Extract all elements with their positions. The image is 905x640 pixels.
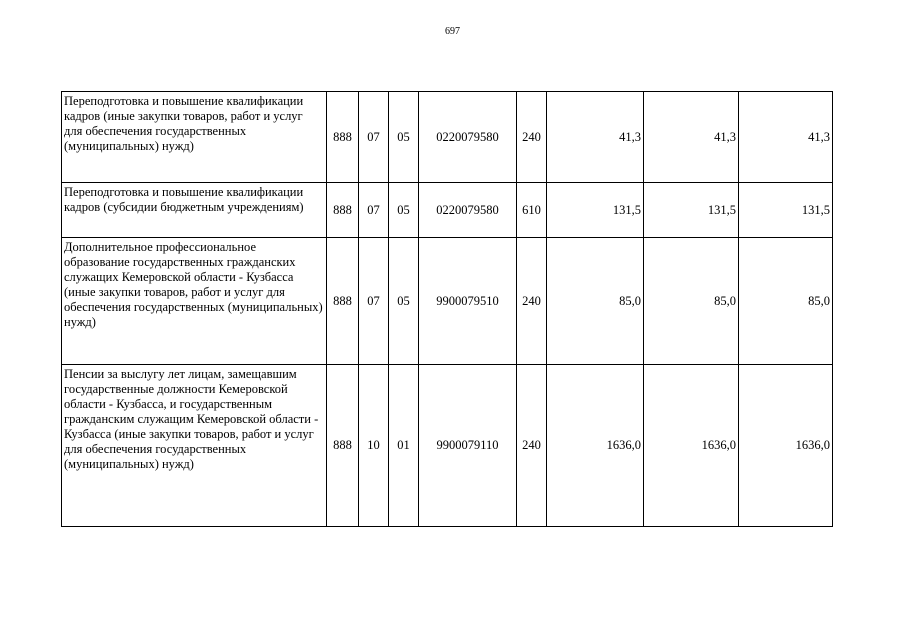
subsection-code: 01 — [389, 365, 419, 527]
section-code: 07 — [359, 238, 389, 365]
target-article-code: 9900079510 — [419, 238, 517, 365]
amount-cell: 1636,0 — [547, 365, 644, 527]
expense-type-code: 240 — [517, 92, 547, 183]
section-code: 10 — [359, 365, 389, 527]
row-description: Переподготовка и повышение квалификации кадров (иные закупки товаров, работ и услуг для обеспечения государственных (муниципальных) нужд) — [62, 92, 327, 183]
amount-cell: 85,0 — [547, 238, 644, 365]
amount-cell: 41,3 — [739, 92, 833, 183]
subsection-code: 05 — [389, 183, 419, 238]
table-row — [62, 365, 833, 527]
table-row — [62, 183, 833, 238]
amount-cell: 131,5 — [547, 183, 644, 238]
ministry-code: 888 — [327, 365, 359, 527]
amount-cell: 131,5 — [644, 183, 739, 238]
ministry-code: 888 — [327, 92, 359, 183]
amount-cell: 41,3 — [644, 92, 739, 183]
row-description: Переподготовка и повышение квалификации кадров (субсидии бюджетным учреждениям) — [62, 183, 327, 238]
expense-type-code: 610 — [517, 183, 547, 238]
amount-cell: 1636,0 — [739, 365, 833, 527]
amount-cell: 41,3 — [547, 92, 644, 183]
section-code: 07 — [359, 92, 389, 183]
ministry-code: 888 — [327, 238, 359, 365]
target-article-code: 9900079110 — [419, 365, 517, 527]
ministry-code: 888 — [327, 183, 359, 238]
expense-type-code: 240 — [517, 365, 547, 527]
table-row — [62, 238, 833, 365]
budget-table — [61, 91, 833, 527]
subsection-code: 05 — [389, 238, 419, 365]
subsection-code: 05 — [389, 92, 419, 183]
amount-cell: 85,0 — [739, 238, 833, 365]
amount-cell: 85,0 — [644, 238, 739, 365]
page-number: 697 — [445, 26, 460, 37]
section-code: 07 — [359, 183, 389, 238]
row-description: Пенсии за выслугу лет лицам, замещавшим государственные должности Кемеровской области - Кузбасса, и государственным гражданским служащим Кемеровской области - Кузбасса (иные закупки товаров, работ и услуг для обеспечения государственных (муниципальных) нужд) — [62, 365, 327, 527]
expense-type-code: 240 — [517, 238, 547, 365]
target-article-code: 0220079580 — [419, 92, 517, 183]
row-description: Дополнительное профессиональное образование государственных гражданских служащих Кемеровской области - Кузбасса (иные закупки товаров, работ и услуг для обеспечения государственных (муниципальных) нужд) — [62, 238, 327, 365]
table-row — [62, 92, 833, 183]
amount-cell: 131,5 — [739, 183, 833, 238]
target-article-code: 0220079580 — [419, 183, 517, 238]
amount-cell: 1636,0 — [644, 365, 739, 527]
